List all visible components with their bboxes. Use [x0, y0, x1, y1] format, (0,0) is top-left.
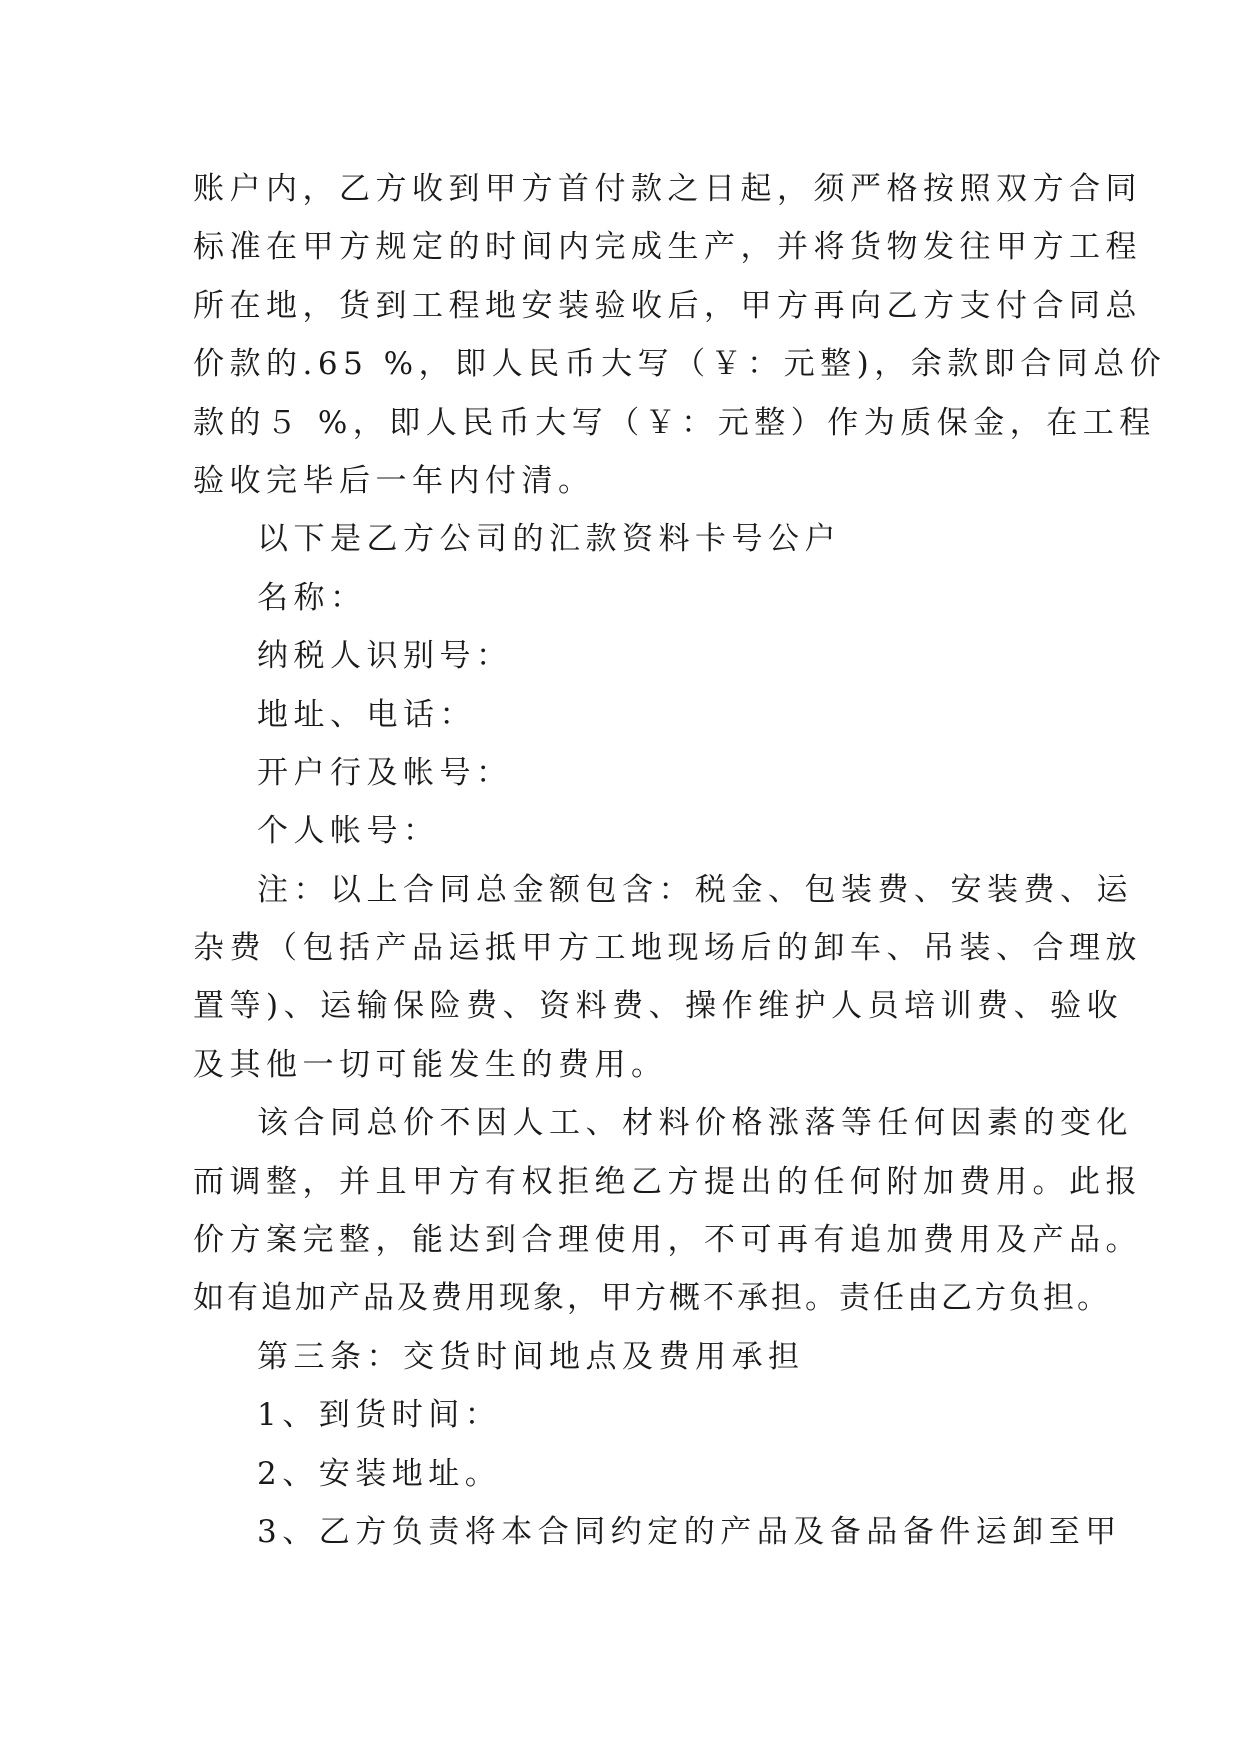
field-label-personal-account: 个人帐号：: [257, 813, 440, 850]
paragraph-line: 验收完毕后一年内付清。: [193, 462, 595, 499]
paragraph-line: 该合同总价不因人工、材料价格涨落等任何因素的变化: [257, 1105, 1133, 1142]
paragraph-line: 以下是乙方公司的汇款资料卡号公户: [257, 521, 841, 558]
paragraph-line: 价款的.65 %，即人民币大写（￥：元整)，余款即合同总价: [193, 346, 1167, 383]
paragraph-line: 款的５ %，即人民币大写（￥：元整）作为质保金，在工程: [193, 404, 1156, 441]
paragraph-line: 如有追加产品及费用现象，甲方概不承担。责任由乙方负担。: [193, 1280, 1111, 1317]
paragraph-line: 价方案完整，能达到合理使用，不可再有追加费用及产品。: [193, 1222, 1142, 1259]
paragraph-line: 标准在甲方规定的时间内完成生产，并将货物发往甲方工程: [193, 229, 1142, 266]
document-body: [193, 160, 1167, 1561]
field-label-bank-account: 开户行及帐号：: [257, 754, 513, 791]
paragraph-line: 置等)、运输保险费、资料费、操作维护人员培训费、验收: [193, 988, 1124, 1025]
field-label-tax-id: 纳税人识别号：: [257, 638, 513, 675]
section-heading: 第三条：交货时间地点及费用承担: [257, 1338, 805, 1375]
paragraph-line: 账户内，乙方收到甲方首付款之日起，须严格按照双方合同: [193, 171, 1142, 207]
list-item: 2、安装地址。: [257, 1455, 502, 1492]
paragraph-line: 所在地，货到工程地安装验收后，甲方再向乙方支付合同总: [193, 287, 1142, 324]
paragraph-line: 而调整，并且甲方有权拒绝乙方提出的任何附加费用。此报: [193, 1163, 1142, 1200]
paragraph-line: 杂费（包括产品运抵甲方工地现场后的卸车、吊装、合理放: [193, 930, 1142, 967]
field-label-name: 名称：: [257, 579, 367, 616]
paragraph-line: 注：以上合同总金额包含：税金、包装费、安装费、运: [257, 871, 1133, 908]
field-label-address-phone: 地址、电话：: [257, 696, 476, 733]
paragraph-line: 及其他一切可能发生的费用。: [193, 1046, 668, 1083]
list-item: 3、乙方负责将本合同约定的产品及备品备件运卸至甲: [257, 1513, 1122, 1550]
list-item: 1、到货时间：: [257, 1397, 502, 1434]
